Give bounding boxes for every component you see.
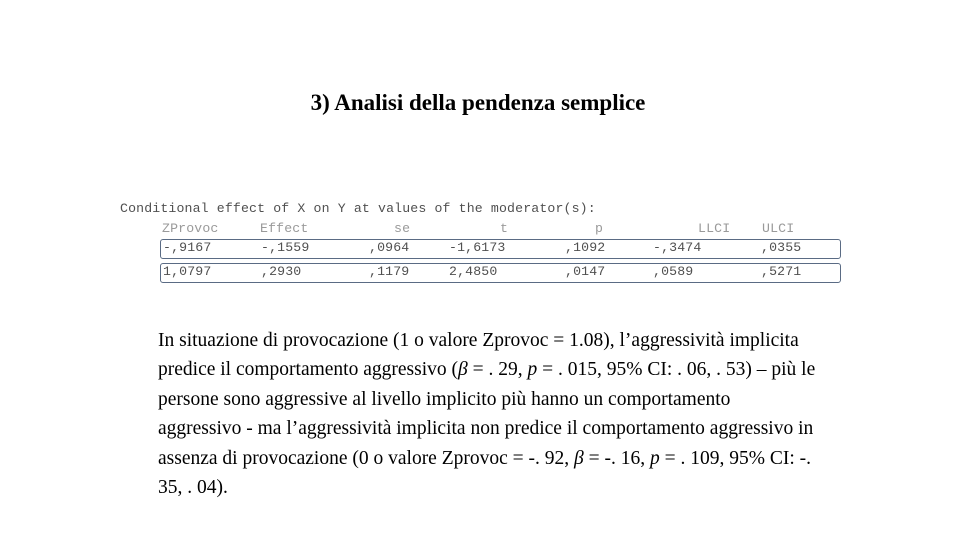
column-header-effect: Effect <box>260 221 309 236</box>
cell-t: 2,4850 <box>449 264 498 280</box>
cell-zprovoc: -,9167 <box>163 240 212 256</box>
column-header-se: se <box>394 221 411 236</box>
column-header-t: t <box>500 221 509 236</box>
cell-p: ,1092 <box>565 240 606 256</box>
table-row <box>160 263 841 283</box>
table-header-row <box>160 219 850 239</box>
beta-symbol: β <box>574 447 584 469</box>
cell-zprovoc: 1,0797 <box>163 264 212 280</box>
text-segment: In situazione di provocazione (1 o valore Zprovoc = 1.08), l’aggressività implicita predice il comportamento aggressivo ( <box>158 330 799 381</box>
interpretation-paragraph <box>158 326 818 502</box>
cell-llci: -,3474 <box>653 240 702 256</box>
cell-llci: ,0589 <box>653 264 694 280</box>
text-segment: = . 109, 95% CI: -. 35, . 04). <box>158 447 812 499</box>
text-segment: = -. 16, <box>583 447 650 469</box>
column-header-llci: LLCI <box>698 221 731 236</box>
p-symbol: p <box>649 447 660 469</box>
cell-ulci: ,5271 <box>761 264 802 280</box>
output-heading: Conditional effect of X on Y at values of the moderator(s): <box>120 201 596 216</box>
text-segment: = . 29, <box>467 359 528 381</box>
cell-effect: -,1559 <box>261 240 310 256</box>
slide-title: 3) Analisi della pendenza semplice <box>310 90 646 115</box>
cell-ulci: ,0355 <box>761 240 802 256</box>
interpretation-text <box>158 326 818 502</box>
cell-t: -1,6173 <box>449 240 506 256</box>
cell-se: ,1179 <box>369 264 410 280</box>
cell-p: ,0147 <box>565 264 606 280</box>
beta-symbol: β <box>457 359 468 381</box>
cell-se: ,0964 <box>369 240 410 256</box>
column-header-p: p <box>595 221 604 236</box>
column-header-ulci: ULCI <box>762 221 795 236</box>
spss-output-block <box>120 199 850 283</box>
cell-effect: ,2930 <box>261 264 302 280</box>
table-row <box>160 239 841 259</box>
text-segment: = . 015, 95% CI: . 06, . 53) – più le persone sono aggressive al livello implicito più hanno un comportamento aggressivo - ma l’aggressività implicita non predice il comportamento aggressivo in assenza di provocazione (0 o valore Zprovoc = -. 92, <box>158 359 816 469</box>
p-symbol: p <box>527 359 538 381</box>
column-header-zprovoc: ZProvoc <box>162 221 219 236</box>
